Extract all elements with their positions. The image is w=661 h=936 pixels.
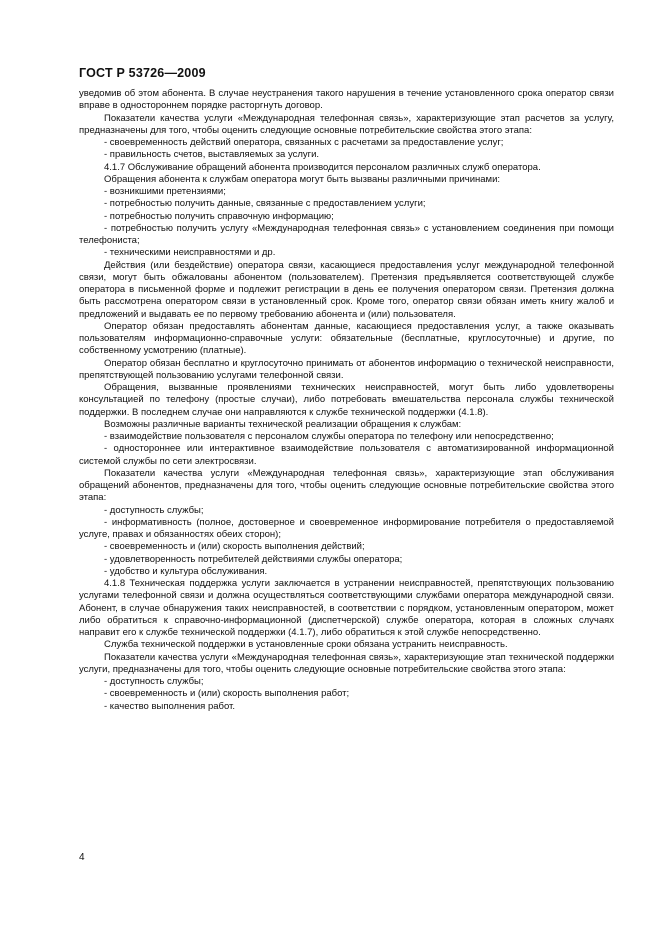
list-item: - своевременность и (или) скорость выполнения работ; [104, 688, 350, 700]
paragraph: 4.1.7 Обслуживание обращений абонента производится персоналом различных служб оператора. [104, 161, 541, 173]
paragraph: Оператор обязан предоставлять абонентам данные, касающиеся предоставления услуг, а также оказывать пользователям информационно-справочные услуги: обязательные (бесплатные, круглосуточные) и другие, по собственному усмотрению (платные). [79, 320, 614, 357]
paragraph: Действия (или бездействие) оператора связи, касающиеся предоставления услуг международной телефонной связи, могут быть обжалованы абонентом (пользователем). Претензия предъявляется соответствующей службе оператора в письменной форме и подлежит регистрации в день ее получения оператором связи. Претензия должна быть рассмотрена оператором связи в установленный срок. Кроме того, оператор связи обязан иметь книгу жалоб и предложений и выдавать ее по первому требованию абонента и (или) пользователя. [79, 259, 614, 320]
list-item: - техническими неисправностями и др. [104, 247, 276, 259]
list-item: - взаимодействие пользователя с персоналом службы оператора по телефону или непосредственно; [104, 431, 554, 442]
paragraph: Возможны различные варианты технической реализации обращения к службам: [104, 418, 462, 430]
list-item: - удовлетворенность потребителей действиями службы оператора; [104, 553, 403, 565]
document-body [79, 88, 614, 713]
paragraph: Обращения, вызванные проявлениями технических неисправностей, могут быть либо удовлетворены консультацией по телефону (простые случаи), либо потребовать вмешательства персонала службы технической поддержки. В последнем случае они направляются к службе технической поддержки (4.1.8). [79, 382, 614, 418]
paragraph: Показатели качества услуги «Международная телефонная связь», характеризующие этап технической поддержки услуги, предназначены для того, чтобы оценить следующие основные потребительские свойства этого этапа: [79, 651, 614, 675]
list-item: - потребностью получить справочную информацию; [104, 210, 334, 222]
page-number: 4 [79, 852, 85, 863]
paragraph: 4.1.8 Техническая поддержка услуги заключается в устранении неисправностей, препятствующих пользованию услугами телефонной связи и должна осуществляться соответствующими службами оператора международной связи. Абонент, в случае обнаружения таких неисправностей, в соответствии с порядком, установленным оператором, может либо обратиться к справочно-информационной (диспетчерской) службе оператора, которая в сложных случаях направит его к службе технической поддержки (4.1.7), либо обратиться к этой службе непосредственно. [79, 578, 614, 638]
list-item: - качество выполнения работ. [104, 700, 235, 712]
list-item: - потребностью получить данные, связанные с предоставлением услуги; [104, 198, 426, 210]
document-header: ГОСТ Р 53726—2009 [79, 66, 206, 80]
list-item: - возникшими претензиями; [104, 186, 226, 197]
list-item: - удобство и культура обслуживания. [104, 565, 268, 577]
list-item: - одностороннее или интерактивное взаимодействие пользователя с автоматизированной информационной системой службы по сети электросвязи. [79, 443, 614, 467]
list-item: - потребностью получить услугу «Международная телефонная связь» с установлением соединения при помощи телефониста; [79, 222, 614, 246]
paragraph: Оператор обязан бесплатно и круглосуточно принимать от абонентов информацию о технической неисправности, препятствующей пользованию услугами телефонной связи. [79, 357, 614, 381]
paragraph: Обращения абонента к службам оператора могут быть вызваны различными причинами: [104, 173, 501, 185]
paragraph: уведомив об этом абонента. В случае неустранения такого нарушения в течение установленного срока оператор связи вправе в одностороннем порядке расторгнуть договор. [79, 88, 614, 112]
list-item: - правильность счетов, выставляемых за услуги. [104, 149, 320, 161]
list-item: - своевременность действий оператора, связанных с расчетами за предоставление услуг; [104, 137, 504, 148]
list-item: - доступность службы; [104, 504, 204, 516]
paragraph: Показатели качества услуги «Международная телефонная связь», характеризующие этап расчетов за услугу, предназначены для того, чтобы оценить следующие основные потребительские свойства этого этапа: [79, 112, 614, 136]
paragraph: Служба технической поддержки в установленные сроки обязана устранить неисправность. [104, 639, 508, 651]
paragraph: Показатели качества услуги «Международная телефонная связь», характеризующие этап обслуживания обращений абонентов, предназначены для того, чтобы оценить следующие основные потребительские свойства этого этапа: [79, 467, 614, 504]
list-item: - доступность службы; [104, 676, 204, 687]
list-item: - информативность (полное, достоверное и своевременное информирование потребителя о предоставляемой услуге, правах и обязанностях обеих сторон); [79, 516, 614, 540]
list-item: - своевременность и (или) скорость выполнения действий; [104, 541, 365, 553]
